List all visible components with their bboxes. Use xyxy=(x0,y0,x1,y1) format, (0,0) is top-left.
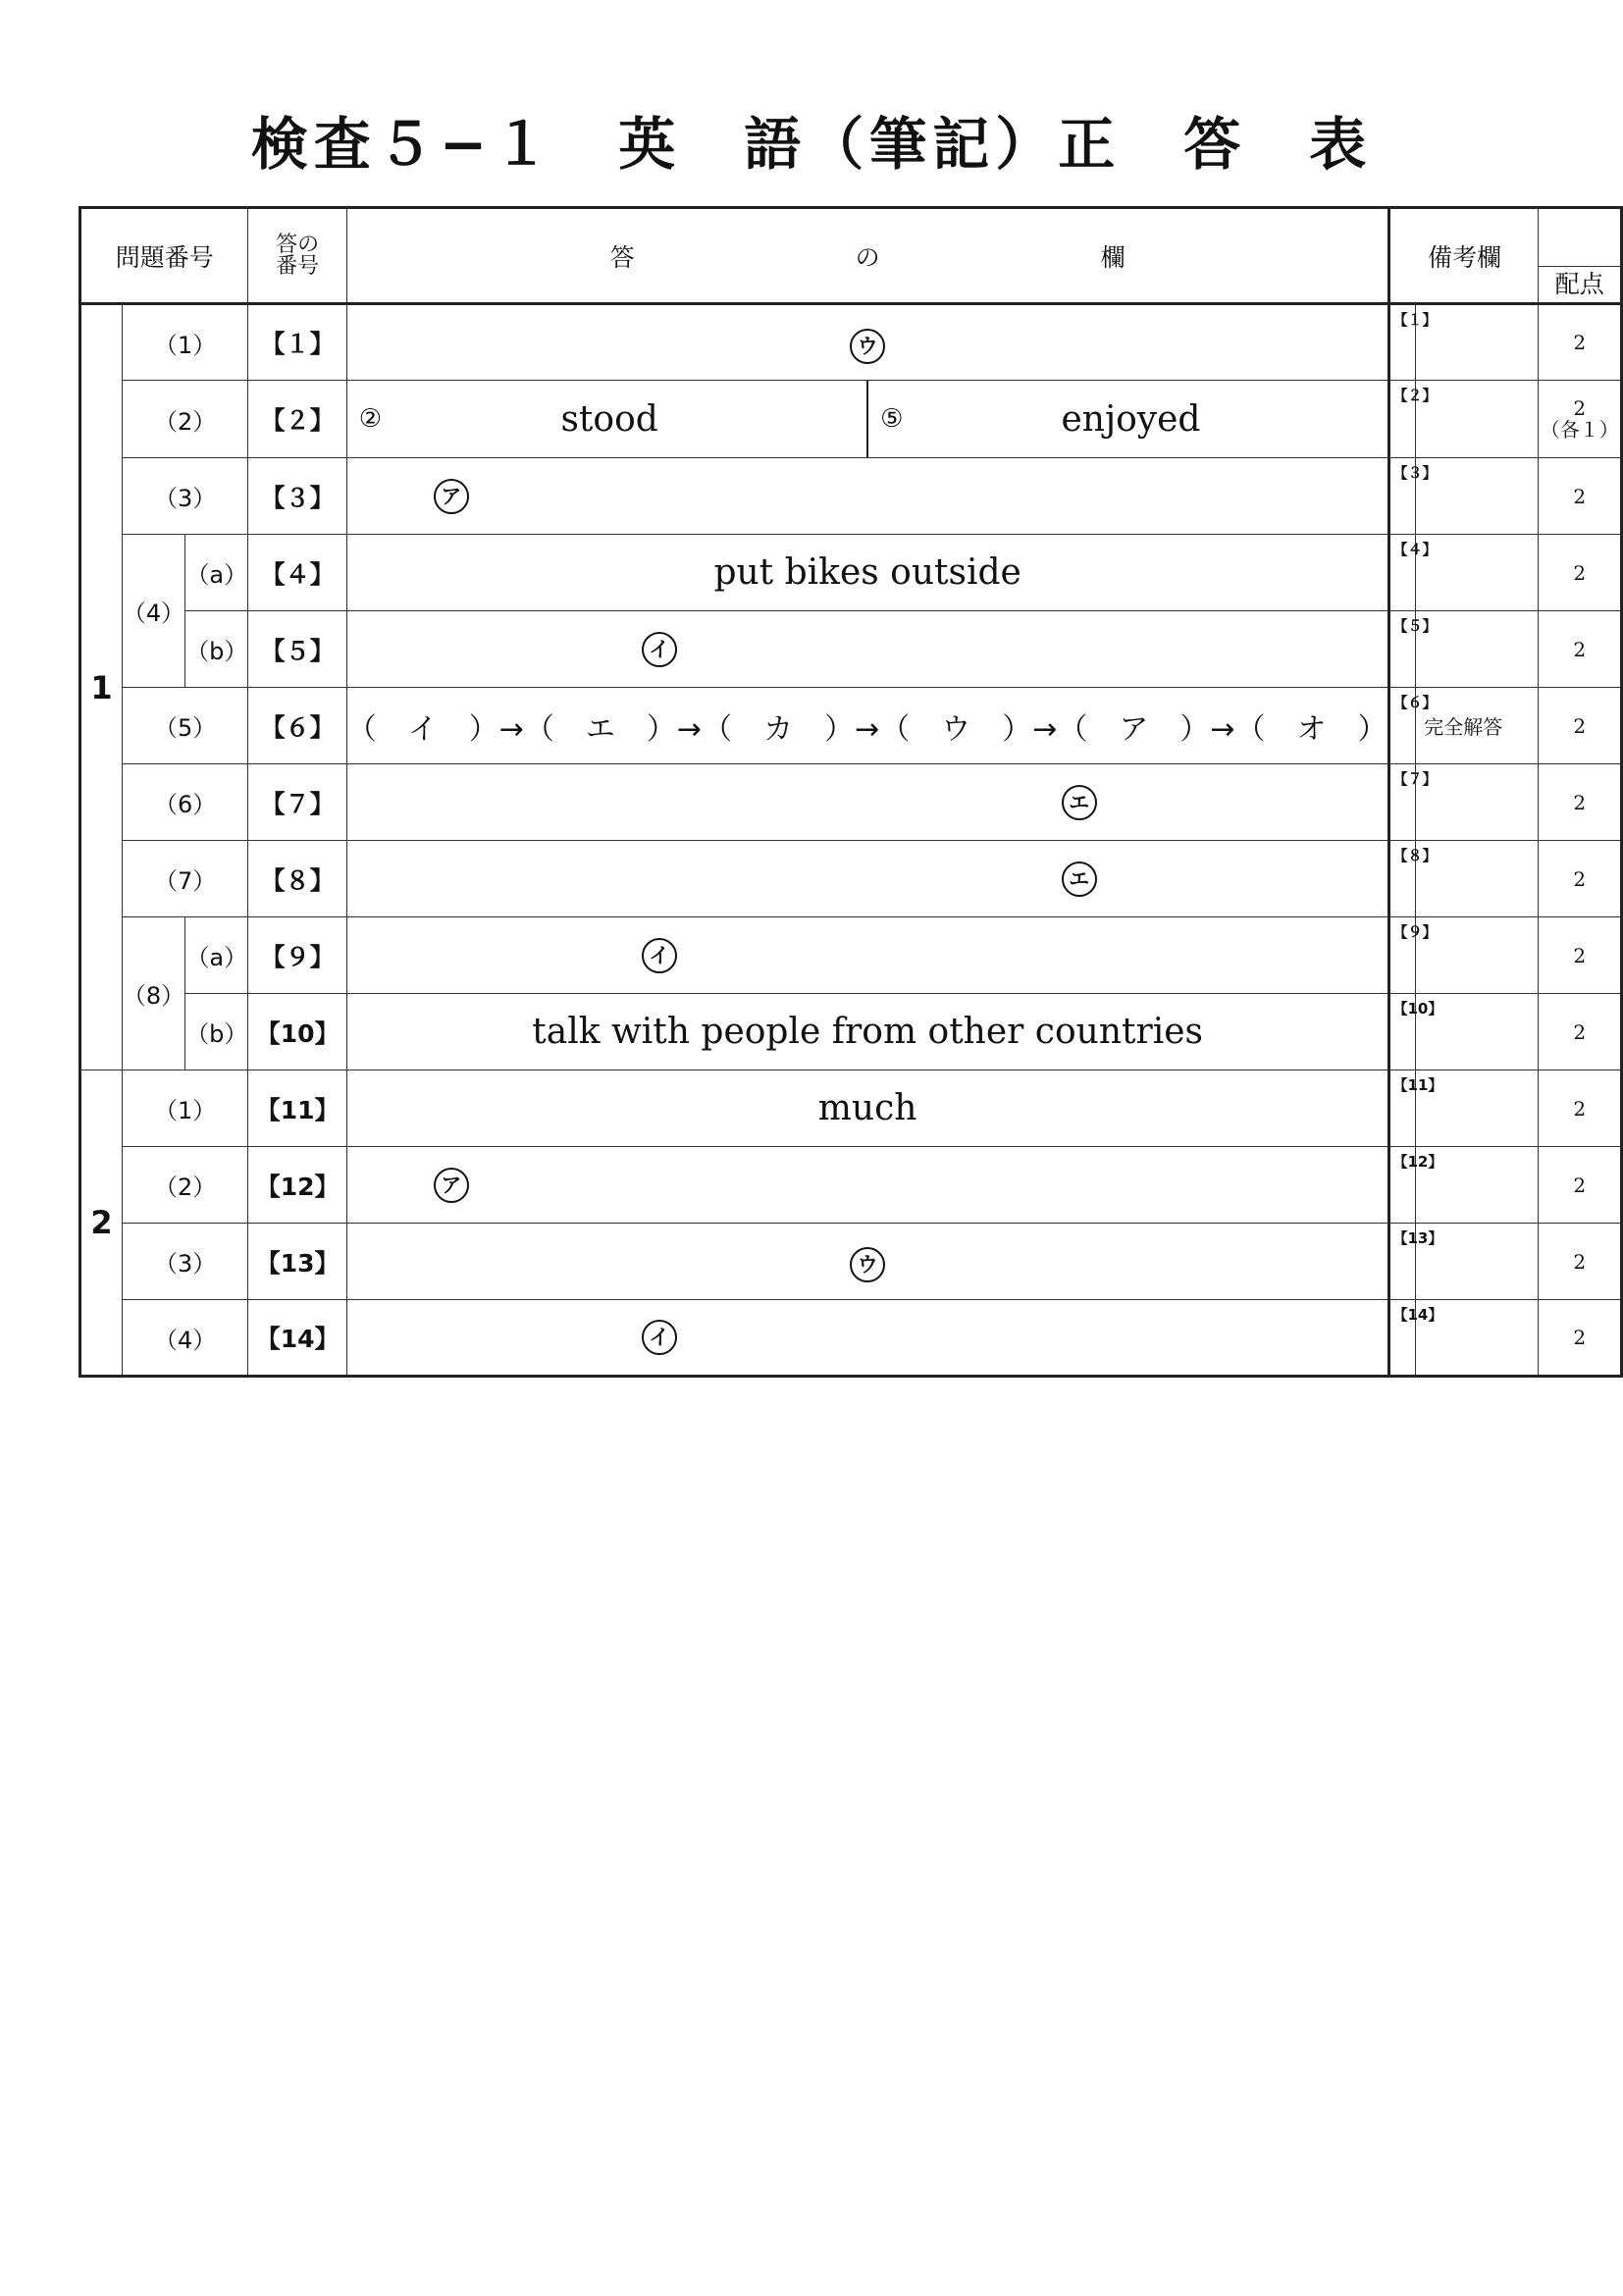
points: 2 xyxy=(1539,304,1622,381)
answer-word-a: stood xyxy=(560,398,658,440)
answer-cell xyxy=(346,841,1389,917)
sub-question: （a） xyxy=(185,917,248,994)
points-value: 2 xyxy=(1573,396,1587,420)
answer-number: 【１】 xyxy=(248,304,346,381)
header-answer-no xyxy=(248,208,346,304)
remark-ref-cell xyxy=(1389,611,1438,688)
answer-cell xyxy=(346,1300,1389,1377)
points: 2 xyxy=(1539,1224,1622,1300)
remark-ref: 【７】 xyxy=(1392,770,1438,788)
question-number: （4） xyxy=(122,535,184,688)
remark-ref-cell xyxy=(1389,458,1438,535)
answer-part-b xyxy=(866,381,1387,457)
table-row xyxy=(80,764,1622,841)
points: 2 xyxy=(1539,535,1622,611)
answer-choice: ア xyxy=(434,1168,469,1203)
answer-cell xyxy=(346,917,1389,994)
remark-ref: 【11】 xyxy=(1392,1076,1443,1094)
points: 2 xyxy=(1539,917,1622,994)
table-row xyxy=(80,535,1622,611)
answer-number: 【13】 xyxy=(248,1224,346,1300)
answer-text: talk with people from other countries xyxy=(346,994,1389,1070)
answer-cell xyxy=(346,611,1389,688)
question-number: （1） xyxy=(122,304,248,381)
remark-ref-cell xyxy=(1389,764,1438,841)
remark-ref-cell xyxy=(1389,1147,1443,1224)
table-row xyxy=(80,1224,1622,1300)
remark-ref: 【４】 xyxy=(1392,541,1438,558)
answer-number: 【８】 xyxy=(248,841,346,917)
group-number: 1 xyxy=(80,304,123,1070)
table-row xyxy=(80,304,1622,381)
table-row xyxy=(80,458,1622,535)
header-answer-no-line1: 答の xyxy=(276,232,320,257)
remark-ref-cell xyxy=(1389,688,1438,764)
remark-note: 完全解答 xyxy=(1416,688,1539,764)
sub-question: （b） xyxy=(185,611,248,688)
remark-ref-cell xyxy=(1389,994,1443,1070)
table-row xyxy=(80,994,1622,1070)
question-number: （2） xyxy=(122,1147,248,1224)
remark-ref-cell xyxy=(1389,1300,1443,1377)
header-answer-no-line2: 番号 xyxy=(276,253,320,279)
answer-cell xyxy=(346,381,1389,458)
remark-ref: 【８】 xyxy=(1392,847,1438,864)
header-answer: 答 の 欄 xyxy=(346,208,1389,304)
remark-ref: 【10】 xyxy=(1392,1000,1443,1018)
points: 2 xyxy=(1539,688,1622,764)
answer-mark-a: ② xyxy=(358,404,383,434)
table-row xyxy=(80,1300,1622,1377)
answer-part-a xyxy=(347,381,866,457)
answer-number: 【11】 xyxy=(248,1070,346,1147)
question-number: （3） xyxy=(122,458,248,535)
answer-number: 【２】 xyxy=(248,381,346,458)
answer-sequence: （ イ ）→（ エ ）→（ カ ）→（ ウ ）→（ ア ）→（ オ ） xyxy=(346,688,1389,764)
answer-number: 【７】 xyxy=(248,764,346,841)
remark-ref-cell xyxy=(1389,381,1438,458)
sub-question: （a） xyxy=(185,535,248,611)
question-number: （8） xyxy=(122,917,184,1070)
answer-number: 【４】 xyxy=(248,535,346,611)
answer-table xyxy=(79,206,1623,1378)
answer-choice: エ xyxy=(1062,785,1097,820)
answer-choice: イ xyxy=(642,632,677,667)
question-number: （3） xyxy=(122,1224,248,1300)
answer-number: 【５】 xyxy=(248,611,346,688)
remark-ref: 【13】 xyxy=(1392,1229,1443,1247)
group-number: 2 xyxy=(80,1070,123,1377)
table-row xyxy=(80,841,1622,917)
sub-question: （b） xyxy=(185,994,248,1070)
remark-ref: 【９】 xyxy=(1392,923,1438,941)
question-number: （6） xyxy=(122,764,248,841)
answer-text: put bikes outside xyxy=(346,535,1389,611)
points: 2 xyxy=(1539,458,1622,535)
question-number: （5） xyxy=(122,688,248,764)
table-row xyxy=(80,1070,1622,1147)
table-row xyxy=(80,688,1622,764)
answer-cell xyxy=(346,304,1389,381)
question-number: （2） xyxy=(122,381,248,458)
points: 2 xyxy=(1539,611,1622,688)
answer-word-b: enjoyed xyxy=(1061,398,1201,440)
answer-choice: イ xyxy=(642,1320,677,1355)
answer-number: 【９】 xyxy=(248,917,346,994)
points: 2 xyxy=(1539,1147,1622,1224)
remark-ref-cell xyxy=(1389,1224,1443,1300)
answer-choice: ウ xyxy=(850,329,885,364)
header-points-label: 配点 xyxy=(1538,266,1620,302)
table-row xyxy=(80,611,1622,688)
answer-choice: ウ xyxy=(850,1247,885,1282)
answer-choice: ア xyxy=(434,479,469,514)
answer-number: 【12】 xyxy=(248,1147,346,1224)
answer-cell xyxy=(346,1224,1389,1300)
answer-mark-b: ⑤ xyxy=(880,404,904,434)
remark-ref-cell xyxy=(1389,304,1438,381)
answer-number: 【14】 xyxy=(248,1300,346,1377)
header-row xyxy=(80,208,1622,304)
answer-number: 【10】 xyxy=(248,994,346,1070)
question-number: （1） xyxy=(122,1070,248,1147)
answer-cell xyxy=(346,1147,1389,1224)
remark-ref: 【12】 xyxy=(1392,1153,1443,1171)
points: 2 xyxy=(1539,764,1622,841)
page-title: 検査５−１ 英 語（筆記）正 答 表 xyxy=(250,111,1373,178)
remark-ref: 【３】 xyxy=(1392,464,1438,482)
answer-text: much xyxy=(346,1070,1389,1147)
answer-choice: エ xyxy=(1062,861,1097,897)
remark-ref-cell xyxy=(1389,917,1438,994)
points: 2 xyxy=(1539,1070,1622,1147)
points: 2 xyxy=(1539,1300,1622,1377)
header-points xyxy=(1539,208,1622,304)
points-each: （各１） xyxy=(1540,418,1619,442)
remark-ref: 【14】 xyxy=(1392,1306,1443,1324)
points: 2 xyxy=(1539,994,1622,1070)
answer-number: 【３】 xyxy=(248,458,346,535)
question-number: （7） xyxy=(122,841,248,917)
answer-cell xyxy=(346,764,1389,841)
remark-ref-cell xyxy=(1389,841,1438,917)
remark-ref: 【２】 xyxy=(1392,387,1438,404)
points xyxy=(1539,381,1622,458)
answer-cell xyxy=(346,458,1389,535)
question-number: （4） xyxy=(122,1300,248,1377)
remark-ref-cell xyxy=(1389,535,1438,611)
table-row xyxy=(80,917,1622,994)
remark-ref: 【６】 xyxy=(1392,694,1438,711)
remark-ref: 【１】 xyxy=(1392,311,1438,329)
answer-choice: イ xyxy=(642,938,677,973)
remark-ref-cell xyxy=(1389,1070,1443,1147)
answer-number: 【６】 xyxy=(248,688,346,764)
remark-ref: 【５】 xyxy=(1392,617,1438,635)
answer-split xyxy=(347,381,1388,457)
points: 2 xyxy=(1539,841,1622,917)
table-row xyxy=(80,381,1622,458)
header-question-no: 問題番号 xyxy=(80,208,248,304)
table-row xyxy=(80,1147,1622,1224)
header-remarks: 備考欄 xyxy=(1389,208,1539,304)
